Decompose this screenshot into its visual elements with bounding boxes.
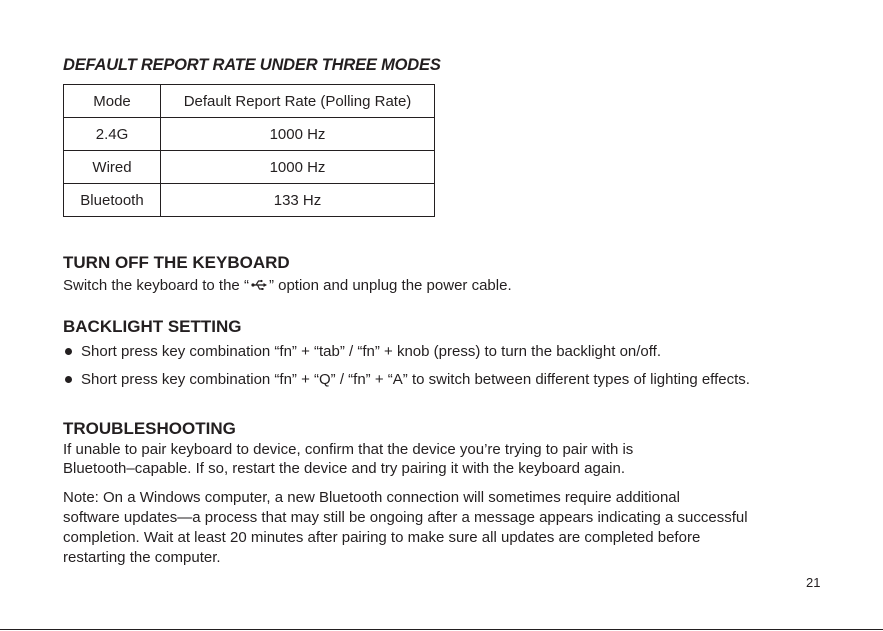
backlight-item-text: Short press key combination “fn” + “Q” / “fn” + “A” to switch between different types of lighting effects.	[81, 371, 750, 388]
troubleshooting-para-1-line-1: If unable to pair keyboard to device, confirm that the device you’re trying to pair with is	[63, 441, 634, 458]
troubleshooting-note-line-4: restarting the computer.	[63, 549, 221, 566]
backlight-title: BACKLIGHT SETTING	[63, 317, 242, 336]
bullet-icon	[65, 348, 72, 355]
turn-off-text	[63, 276, 512, 296]
table-cell-rate: 1000 Hz	[161, 118, 435, 151]
table-cell-mode: Wired	[64, 151, 161, 184]
bullet-icon	[65, 376, 72, 383]
turn-off-text-before: Switch the keyboard to the “	[63, 277, 249, 294]
table-row	[64, 151, 435, 184]
backlight-item-text: Short press key combination “fn” + “tab” / “fn” + knob (press) to turn the backlight on/off.	[81, 343, 661, 360]
report-rate-table	[63, 84, 435, 217]
table-header-row	[64, 85, 435, 118]
turn-off-title: TURN OFF THE KEYBOARD	[63, 253, 290, 272]
list-item	[63, 343, 661, 360]
table-header-rate: Default Report Rate (Polling Rate)	[161, 85, 435, 118]
table-cell-mode: 2.4G	[64, 118, 161, 151]
table-row	[64, 184, 435, 217]
troubleshooting-note-line-1: Note: On a Windows computer, a new Bluetooth connection will sometimes require additional	[63, 489, 680, 506]
troubleshooting-para-1-line-2: Bluetooth–capable. If so, restart the device and try pairing it with the keyboard again.	[63, 460, 626, 477]
troubleshooting-note-line-2: software updates—a process that may still be ongoing after a message appears indicating a successful	[63, 509, 748, 526]
table-row	[64, 118, 435, 151]
troubleshooting-title: TROUBLESHOOTING	[63, 419, 236, 438]
bottom-divider	[0, 629, 883, 630]
report-rate-title: DEFAULT REPORT RATE UNDER THREE MODES	[63, 56, 441, 74]
usb-icon	[251, 279, 267, 291]
table-cell-rate: 133 Hz	[161, 184, 435, 217]
table-cell-mode: Bluetooth	[64, 184, 161, 217]
table-cell-rate: 1000 Hz	[161, 151, 435, 184]
page-number: 21	[806, 575, 821, 590]
list-item	[63, 371, 750, 388]
table-header-mode: Mode	[64, 85, 161, 118]
troubleshooting-note-line-3: completion. Wait at least 20 minutes after pairing to make sure all updates are completed before	[63, 529, 701, 546]
turn-off-text-after: ” option and unplug the power cable.	[268, 277, 512, 294]
